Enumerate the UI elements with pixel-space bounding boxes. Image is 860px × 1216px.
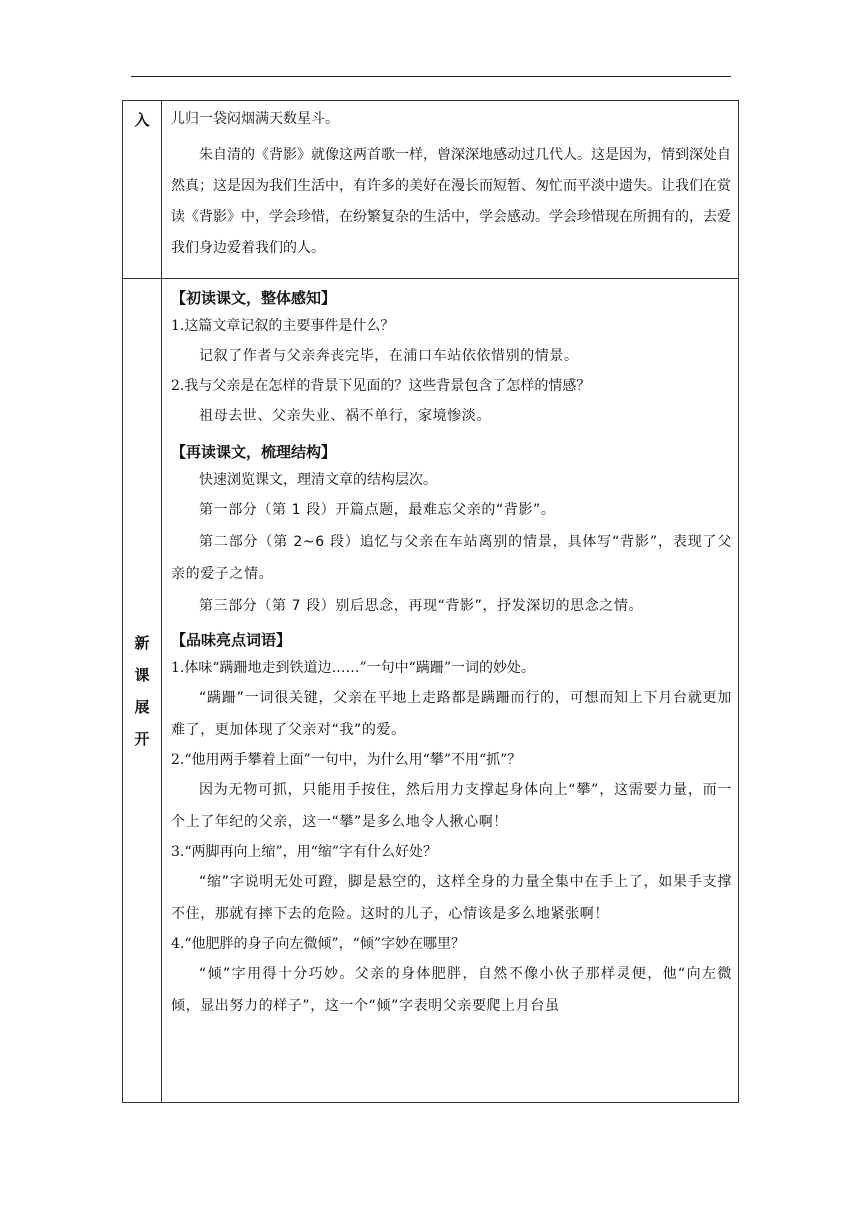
word-question-3: 3.“两脚再向上缩”，用“缩”字有什么好处？ [171,844,437,860]
intro-label: 入 [123,101,162,279]
section-heading-first-reading: 【初读课文，整体感知】 [171,289,337,307]
new-lesson-row [123,279,739,1103]
question-2: 2.我与父亲是在怎样的背景下见面的？这些背景包含了怎样的情感？ [171,378,591,394]
structure-intro: 快速浏览课文，理清文章的结构层次。 [199,472,437,488]
section-heading-words: 【品味亮点词语】 [171,631,292,649]
intro-paragraph: 朱自清的《背影》就像这两首歌一样，曾深深地感动过几代人。这是因为，情到深处自然真；这是因为我们生活中，有许多的美好在漫长而短暂、匆忙而平淡中遗失。让我们在赏读《背影》中，学会珍惜，在纷繁复杂的生活中，学会感动。学会珍惜现在所拥有的，去爱我们身边爱着我们的人。 [171,147,731,256]
question-1: 1.这篇文章记叙的主要事件是什么？ [171,318,395,334]
word-answer-1: “蹒跚”一词很关键，父亲在平地上走路都是蹒跚而行的，可想而知上下月台就更加难了，更加体现了父亲对“我”的爱。 [171,690,732,738]
word-answer-4: “倾”字用得十分巧妙。父亲的身体肥胖，自然不像小伙子那样灵便，他“向左微倾，显出努力的样子”，这一个“倾”字表明父亲要爬上月台虽 [171,966,732,1014]
intro-line-1: 儿归一袋闷烟满天数星斗。 [171,111,339,127]
new-lesson-content [162,279,739,1103]
lesson-plan-table [122,100,739,1103]
structure-part-3: 第三部分（第 7 段）别后思念，再现“背影”，抒发深切的思念之情。 [199,598,644,614]
structure-part-2: 第二部分（第 2~6 段）追忆与父亲在车站离别的情景，具体写“背影”，表现了父亲的爱子之情。 [171,534,732,582]
section-heading-structure: 【再读课文，梳理结构】 [171,443,337,461]
word-question-2: 2.“他用两手攀着上面”一句中，为什么用“攀”不用“抓”？ [171,752,522,768]
word-answer-3: “缩”字说明无处可蹬，脚是悬空的，这样全身的力量全集中在手上了，如果手支撑不住，那就有摔下去的危险。这时的儿子，心情该是多么地紧张啊！ [171,874,732,922]
answer-2: 祖母去世、父亲失业、祸不单行，家境惨淡。 [199,408,491,424]
word-question-4: 4.“他肥胖的身子向左微倾”，“倾”字妙在哪里？ [171,936,465,952]
word-question-1: 1.体味“蹒跚地走到铁道边……”一句中“蹒跚”一词的妙处。 [171,660,535,676]
intro-row [123,101,739,279]
page-header-rule [131,76,731,77]
word-answer-2: 因为无物可抓，只能用手按住，然后用力支撑起身体向上“攀”，这需要力量，而一个上了年纪的父亲，这一“攀”是多么地令人揪心啊！ [171,782,732,830]
label-char-4: 开 [134,729,150,748]
label-char-2: 课 [134,665,150,684]
intro-content [162,101,739,279]
structure-part-1: 第一部分（第 1 段）开篇点题，最难忘父亲的“背影”。 [199,502,556,518]
label-char-3: 展 [134,697,150,716]
new-lesson-label [123,279,162,1103]
label-char-1: 新 [134,633,150,652]
answer-1: 记叙了作者与父亲奔丧完毕，在浦口车站依依惜别的情景。 [199,348,579,364]
